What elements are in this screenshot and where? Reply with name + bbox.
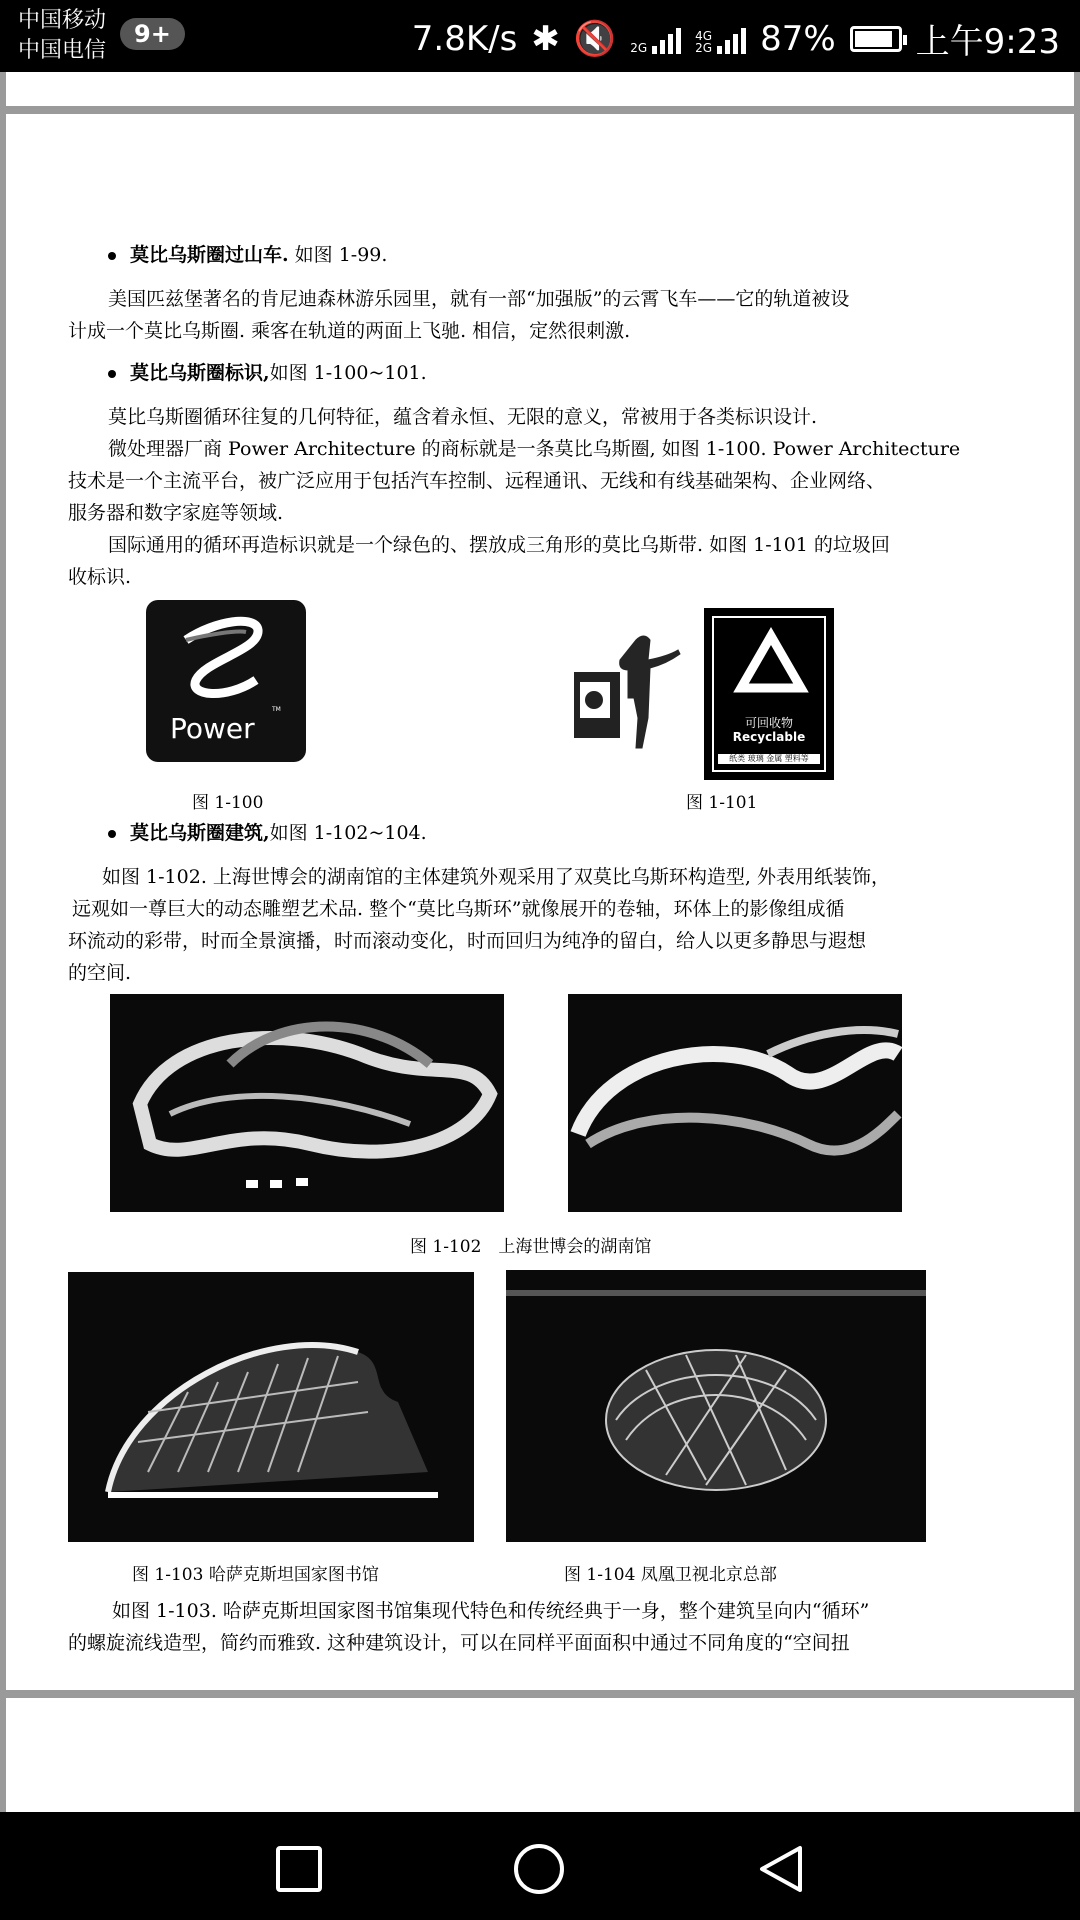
hunan-pavilion-photo-1 <box>110 994 504 1212</box>
bullet-title: 莫比乌斯圈过山车. <box>130 244 289 266</box>
paragraph-line: 美国匹兹堡著名的肯尼迪森林游乐园里，就有一部“加强版”的云霄飞车——它的轨道被设 <box>108 288 850 310</box>
mute-icon: 🔇 <box>573 18 617 59</box>
home-button[interactable] <box>514 1844 564 1894</box>
signal-1-label: 2G <box>630 40 648 55</box>
figure-caption-100: 图 1-100 <box>192 793 264 813</box>
status-right <box>412 14 1060 63</box>
recycle-sign-image <box>704 608 834 780</box>
back-button[interactable] <box>756 1844 806 1894</box>
battery-icon <box>850 26 902 52</box>
paragraph-line: 的空间. <box>68 962 132 984</box>
paragraph-line: 国际通用的循环再造标识就是一个绿色的、摆放成三角形的莫比乌斯带. 如图 1-101 的垃圾回 <box>108 534 890 556</box>
figure-caption-102: 图 1-102 上海世博会的湖南馆 <box>410 1237 652 1257</box>
navigation-bar <box>0 1812 1080 1920</box>
phoenix-tv-photo <box>506 1270 926 1542</box>
paragraph-line: 如图 1-103. 哈萨克斯坦国家图书馆集现代特色和传统经典于一身，整个建筑呈向内“循环” <box>112 1600 870 1622</box>
paragraph-line: 的螺旋流线造型，简约而雅致. 这种建筑设计，可以在同样平面面积中通过不同角度的“空间扭 <box>68 1632 850 1654</box>
network-speed: 7.8K/s <box>411 18 518 59</box>
carrier-names <box>18 6 106 66</box>
figure-caption-101: 图 1-101 <box>686 793 758 813</box>
recent-apps-button[interactable] <box>276 1846 322 1892</box>
hunan-pavilion-photo-2 <box>568 994 902 1212</box>
paragraph-line: 微处理器厂商 Power Architecture 的商标就是一条莫比乌斯圈, 如图 1-100. Power Architecture <box>108 438 961 460</box>
paragraph-line: 远观如一尊巨大的动态雕塑艺术品. 整个“莫比乌斯环”就像展开的卷轴，环体上的影像组成循 <box>72 898 845 920</box>
bullet-rest: 如图 1-102~104. <box>269 822 427 844</box>
carrier-2: 中国电信 <box>18 38 107 63</box>
figure-caption-103: 图 1-103 哈萨克斯坦国家图书馆 <box>132 1565 379 1585</box>
recycle-icon <box>716 626 826 716</box>
clock: 上午9:23 <box>915 22 1060 62</box>
paragraph-line: 如图 1-102. 上海世博会的湖南馆的主体建筑外观采用了双莫比乌斯环构造型, 外表用纸装饰， <box>102 866 890 888</box>
notification-badge: 9+ <box>120 18 185 50</box>
battery-fill <box>855 31 892 47</box>
bullet-title: 莫比乌斯圈建筑, <box>130 822 270 844</box>
power-logo-word: Power <box>170 712 255 745</box>
back-triangle-icon <box>756 1844 806 1894</box>
bullet-heading-architecture <box>108 818 427 849</box>
status-bar <box>0 0 1080 72</box>
recycle-small-label: 纸类 玻璃 金属 塑料等 <box>718 754 820 764</box>
paragraph-line: 技术是一个主流平台，被广泛应用于包括汽车控制、远程通讯、无线和有线基础架构、企业网络、 <box>68 470 886 492</box>
bluetooth-icon: ✱ <box>531 18 560 59</box>
recycle-en-label: Recyclable <box>732 730 806 744</box>
battery-percent: 87% <box>760 18 836 59</box>
power-logo-image <box>146 600 306 762</box>
bullet-rest: 如图 1-99. <box>288 244 388 266</box>
recycle-bin-photo <box>566 630 686 754</box>
recycle-cn-label: 可回收物 <box>744 716 793 730</box>
next-page-edge <box>6 1698 1074 1812</box>
paragraph-line: 计成一个莫比乌斯圈. 乘客在轨道的两面上飞驰. 相信，定然很刺激. <box>68 320 631 342</box>
bullet-title: 莫比乌斯圈标识, <box>130 362 270 384</box>
paragraph-line: 莫比乌斯圈循环往复的几何特征，蕴含着永恒、无限的意义，常被用于各类标识设计. <box>108 406 818 428</box>
paragraph-line: 环流动的彩带，时而全景演播，时而滚动变化，时而回归为纯净的留白，给人以更多静思与遐想 <box>68 930 867 952</box>
signal-2-icon <box>695 24 746 54</box>
paragraph-line: 收标识. <box>68 566 132 588</box>
signal-2-label-bottom: 2G <box>695 40 713 55</box>
bullet-rest: 如图 1-100~101. <box>269 362 427 384</box>
signal-2-label-top: 4G <box>695 28 713 43</box>
kazakhstan-library-photo <box>68 1272 474 1542</box>
previous-page-edge <box>6 72 1074 106</box>
figure-caption-104: 图 1-104 凤凰卫视北京总部 <box>564 1565 777 1585</box>
document-page[interactable] <box>6 114 1074 1690</box>
signal-icon <box>630 24 681 54</box>
bullet-heading-logo <box>108 358 427 389</box>
power-logo-tm: TM <box>272 706 281 713</box>
paragraph-line: 服务器和数字家庭等领域. <box>68 502 284 524</box>
bullet-heading-roller-coaster <box>108 240 387 271</box>
carrier-1: 中国移动 <box>18 8 107 33</box>
